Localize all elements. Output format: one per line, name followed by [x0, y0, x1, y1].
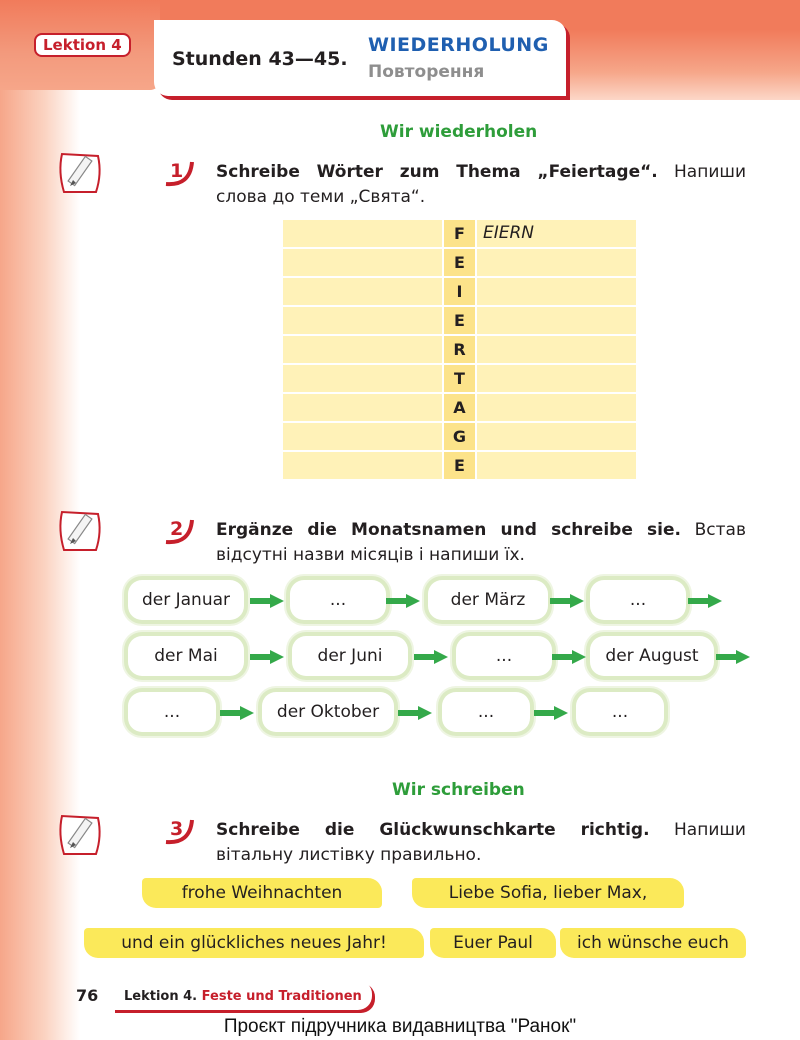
grid-row [283, 422, 636, 451]
feiertage-grid [283, 219, 636, 480]
month-box: der März [428, 580, 548, 620]
grid-cell-left[interactable] [283, 336, 442, 363]
publisher-credit: Проєкт підручника видавництва "Ранок" [223, 1016, 577, 1037]
card-phrase: ich wünsche euch [560, 928, 746, 958]
header-band-right [560, 30, 800, 100]
grid-letter: E [444, 249, 475, 276]
lesson-hours: Stunden 43—45. [172, 48, 348, 70]
grid-letter: I [444, 278, 475, 305]
grid-row [283, 248, 636, 277]
task-1-bold: Schreibe Wörter zum Thema „Feiertage“. [216, 162, 658, 182]
task-2-bold: Ergänze die Monatsnamen und schreibe sie. [216, 520, 681, 540]
arrow-right-icon [688, 594, 722, 608]
lektion-badge: Lektion 4 [34, 33, 131, 57]
month-box: der Juni [292, 636, 408, 676]
task-number-1-label: 1 [170, 160, 184, 182]
grid-row [283, 219, 636, 248]
footer-topic: Feste und Traditionen [201, 989, 362, 1004]
task-number-2 [160, 516, 200, 548]
task-3-text: Напиши вітальну листівку правильно. [216, 820, 746, 865]
grid-cell-left[interactable] [283, 423, 442, 450]
month-box[interactable]: ... [590, 580, 686, 620]
grid-answer[interactable]: EIERN [477, 220, 636, 247]
grid-cell-left[interactable] [283, 394, 442, 421]
arrow-right-icon [386, 594, 420, 608]
grid-row [283, 335, 636, 364]
arrow-right-icon [398, 706, 432, 720]
arrow-right-icon [250, 594, 284, 608]
card-phrase: Euer Paul [430, 928, 556, 958]
task-number-1 [160, 158, 200, 190]
pencil-icon [56, 508, 106, 554]
task-1-instruction [216, 160, 746, 210]
task-2-instruction [216, 518, 746, 568]
grid-cell-left[interactable] [283, 365, 442, 392]
grid-letter: T [444, 365, 475, 392]
month-box[interactable]: ... [442, 692, 530, 732]
grid-row [283, 277, 636, 306]
grid-row [283, 306, 636, 335]
month-box: der Oktober [262, 692, 394, 732]
title-ukrainian: Повторення [368, 62, 485, 82]
grid-answer[interactable] [477, 307, 636, 334]
grid-answer[interactable] [477, 365, 636, 392]
grid-letter: F [444, 220, 475, 247]
grid-answer[interactable] [477, 423, 636, 450]
month-box[interactable]: ... [290, 580, 386, 620]
month-box[interactable]: ... [456, 636, 552, 676]
arrow-right-icon [552, 650, 586, 664]
grid-answer[interactable] [477, 249, 636, 276]
month-box[interactable]: ... [576, 692, 664, 732]
task-number-3 [160, 816, 200, 848]
arrow-right-icon [550, 594, 584, 608]
grid-letter: A [444, 394, 475, 421]
grid-cell-left[interactable] [283, 278, 442, 305]
footer-lesson [124, 989, 362, 1004]
grid-cell-left[interactable] [283, 452, 442, 479]
arrow-right-icon [220, 706, 254, 720]
task-3-bold: Schreibe die Glückwunschkarte richtig. [216, 820, 650, 840]
task-3-instruction [216, 818, 746, 868]
arrow-right-icon [414, 650, 448, 664]
arrow-right-icon [534, 706, 568, 720]
pencil-icon [56, 150, 106, 196]
card-phrase: Liebe Sofia, lieber Max, [412, 878, 684, 908]
section-title-wiederholen: Wir wiederholen [380, 122, 538, 142]
task-number-2-label: 2 [170, 518, 184, 540]
grid-answer[interactable] [477, 278, 636, 305]
arrow-right-icon [250, 650, 284, 664]
task-1-text: Напиши слова до теми „Свята“. [216, 162, 746, 207]
month-box: der August [590, 636, 714, 676]
task-number-3-label: 3 [170, 818, 184, 840]
grid-letter: R [444, 336, 475, 363]
grid-cell-left[interactable] [283, 249, 442, 276]
grid-letter: G [444, 423, 475, 450]
arrow-right-icon [716, 650, 750, 664]
footer-lektion: Lektion 4. [124, 989, 198, 1004]
task-2-text: Встав відсутні назви місяців і напиши їх. [216, 520, 746, 565]
grid-row [283, 451, 636, 480]
pencil-icon [56, 812, 106, 858]
grid-cell-left[interactable] [283, 220, 442, 247]
section-title-schreiben: Wir schreiben [392, 780, 525, 800]
grid-row [283, 364, 636, 393]
grid-cell-left[interactable] [283, 307, 442, 334]
grid-answer[interactable] [477, 394, 636, 421]
grid-answer[interactable] [477, 452, 636, 479]
grid-answer[interactable] [477, 336, 636, 363]
month-box[interactable]: ... [128, 692, 216, 732]
grid-letter: E [444, 452, 475, 479]
title-german: WIEDERHOLUNG [368, 34, 549, 56]
grid-row [283, 393, 636, 422]
card-phrase: frohe Weihnachten [142, 878, 382, 908]
grid-letter: E [444, 307, 475, 334]
card-phrase: und ein glückliches neues Jahr! [84, 928, 424, 958]
page-number: 76 [76, 986, 99, 1005]
month-box: der Mai [128, 636, 244, 676]
month-box: der Januar [128, 580, 244, 620]
